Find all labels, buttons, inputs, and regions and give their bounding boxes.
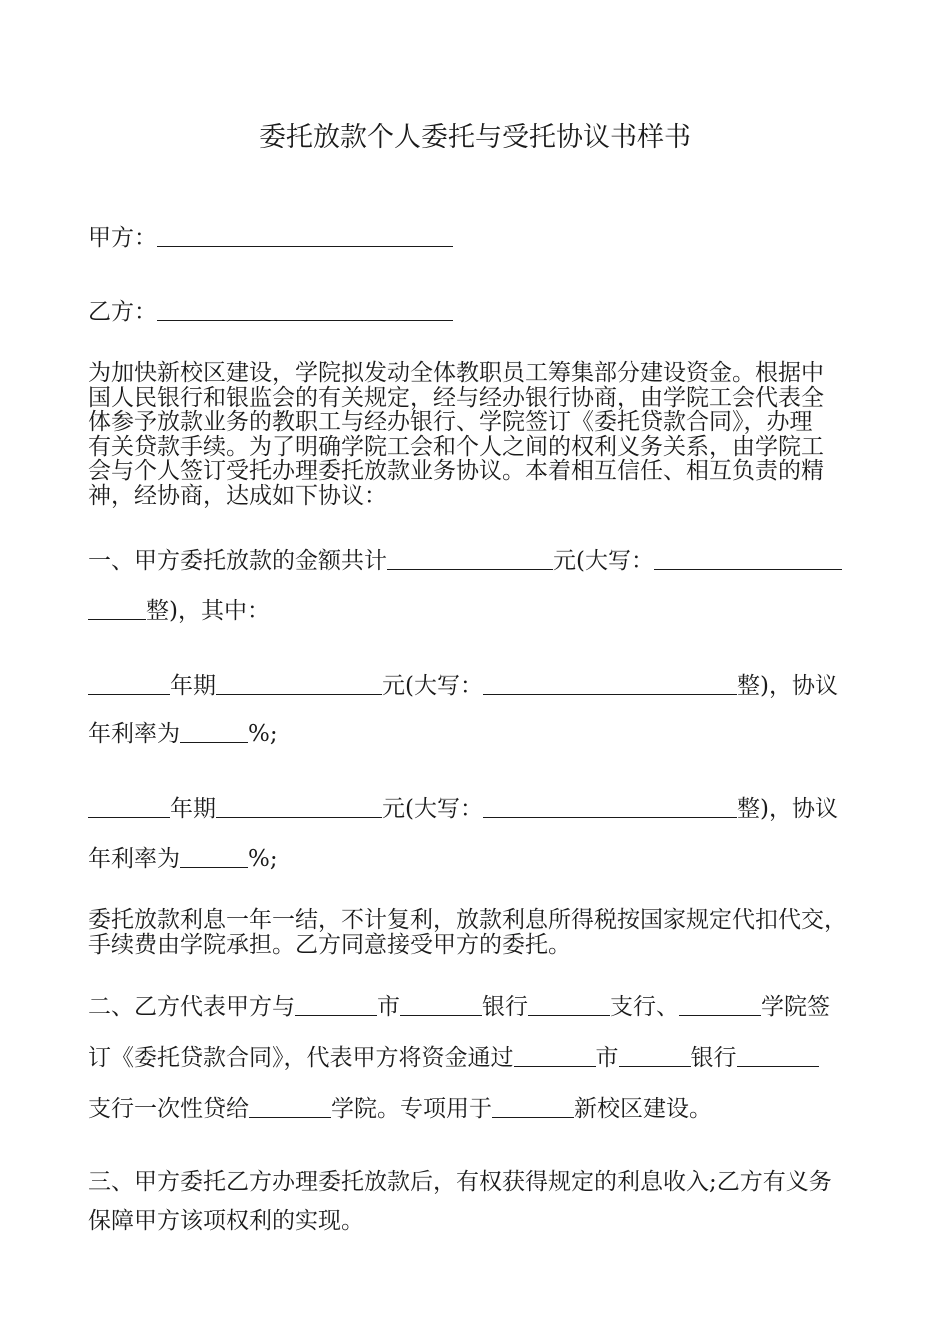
term2-rate-blank[interactable] <box>180 845 248 868</box>
intro-line: 有关贷款手续。为了明确学院工会和个人之间的权利义务关系，由学院工 <box>88 433 824 460</box>
term2-line2 <box>88 845 278 873</box>
term-text: 年利率为 <box>88 846 180 872</box>
interest-line: 手续费由学院承担。乙方同意接受甲方的委托。 <box>88 931 571 958</box>
bank-blank[interactable] <box>400 993 482 1016</box>
campus-blank[interactable] <box>492 1095 574 1118</box>
term-text: 整)，协议 <box>736 796 838 822</box>
clause1-text: 整)，其中： <box>146 598 270 624</box>
interest-paragraph <box>88 908 888 957</box>
clause1-text: 一、甲方委托放款的金额共计 <box>88 548 387 574</box>
clause2-text: 市 <box>377 994 400 1020</box>
intro-line: 会与个人签订受托办理委托放款业务协议。本着相互信任、相互负责的精 <box>88 458 824 484</box>
term2-years-blank[interactable] <box>88 795 170 818</box>
clause2-line3 <box>88 1095 712 1123</box>
term1-amount-blank[interactable] <box>216 672 382 695</box>
party-a-label: 甲方： <box>88 225 157 251</box>
clause2-line2 <box>88 1044 819 1072</box>
term1-rate-blank[interactable] <box>180 720 248 743</box>
branch-blank[interactable] <box>528 993 610 1016</box>
term-text: %; <box>248 721 278 747</box>
interest-line: 委托放款利息一年一结，不计复利，放款利息所得税按国家规定代扣代交， <box>88 907 847 933</box>
party-a-line <box>88 224 453 252</box>
intro-line: 国人民银行和银监会的有关规定，经与经办银行协商，由学院工会代表全 <box>88 384 824 411</box>
term-text: %; <box>248 846 278 872</box>
intro-paragraph <box>88 361 868 508</box>
bank-blank-2[interactable] <box>619 1044 691 1067</box>
city-blank[interactable] <box>295 993 377 1016</box>
clause1-line1 <box>88 547 842 575</box>
clause2-text: 订《委托贷款合同》，代表甲方将资金通过 <box>88 1045 514 1071</box>
clause2-text: 支行一次性贷给 <box>88 1096 249 1122</box>
party-a-blank[interactable] <box>157 224 453 247</box>
branch-blank-2[interactable] <box>737 1044 819 1067</box>
clause3-line1: 三、甲方委托乙方办理委托放款后，有权获得规定的利息收入;乙方有义务 <box>88 1169 832 1195</box>
clause2-text: 二、乙方代表甲方与 <box>88 994 295 1020</box>
party-b-line <box>88 298 453 326</box>
clause3-line2: 保障甲方该项权利的实现。 <box>88 1208 364 1234</box>
term1-capital-blank[interactable] <box>483 672 737 695</box>
party-b-label: 乙方： <box>88 299 157 325</box>
amount-blank[interactable] <box>387 547 553 570</box>
clause2-text: 银行 <box>690 1045 737 1071</box>
clause2-text: 学院。专项用于 <box>331 1096 492 1122</box>
term1-years-blank[interactable] <box>88 672 170 695</box>
term2-capital-blank[interactable] <box>483 795 737 818</box>
party-b-blank[interactable] <box>157 298 453 321</box>
term2-amount-blank[interactable] <box>216 795 382 818</box>
document-title: 委托放款个人委托与受托协议书样书 <box>259 122 691 153</box>
term1-line2 <box>88 720 278 748</box>
term-text: 元(大写： <box>382 796 483 822</box>
intro-line: 体参予放款业务的教职工与经办银行、学院签订《委托贷款合同》，办理 <box>88 409 813 435</box>
intro-line: 为加快新校区建设，学院拟发动全体教职员工筹集部分建设资金。根据中 <box>88 360 824 386</box>
college-blank-2[interactable] <box>249 1095 331 1118</box>
clause2-text: 市 <box>595 1045 619 1071</box>
term-text: 年期 <box>170 673 216 699</box>
term-text: 年利率为 <box>88 721 180 747</box>
term2-line1 <box>88 795 838 823</box>
college-blank[interactable] <box>679 993 761 1016</box>
term1-line1 <box>88 672 838 700</box>
clause2-text: 银行 <box>482 994 528 1020</box>
clause1-line2 <box>88 597 270 625</box>
amount-capital-blank[interactable] <box>654 547 842 570</box>
clause2-text: 新校区建设。 <box>574 1096 712 1122</box>
intro-line: 神，经协商，达成如下协议： <box>88 482 387 509</box>
clause1-text: 元(大写： <box>553 548 654 574</box>
amount-capital-blank-cont[interactable] <box>88 597 146 620</box>
term-text: 元(大写： <box>382 673 483 699</box>
clause2-line1 <box>88 993 830 1021</box>
clause2-text: 支行、 <box>610 994 679 1020</box>
city-blank-2[interactable] <box>514 1044 596 1067</box>
term-text: 年期 <box>170 796 216 822</box>
clause2-text: 学院签 <box>761 994 830 1020</box>
term-text: 整)，协议 <box>736 673 838 699</box>
